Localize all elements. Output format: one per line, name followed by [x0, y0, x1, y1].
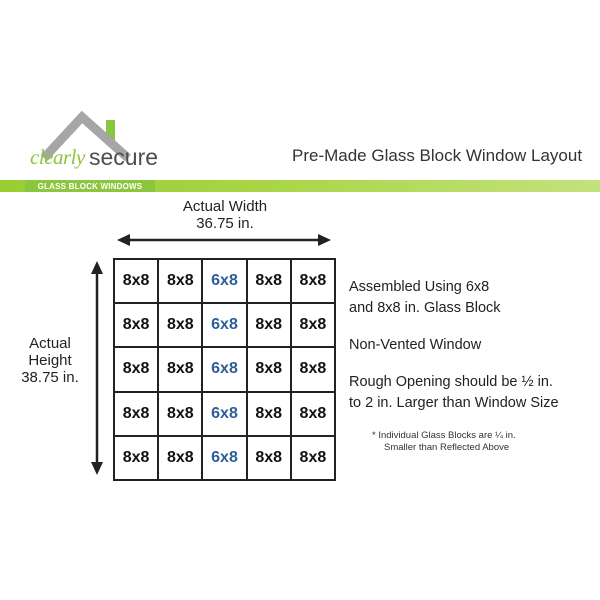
width-label-text: Actual Width — [182, 198, 268, 215]
page-title: Pre-Made Glass Block Window Layout — [292, 146, 583, 165]
glass-block-cell: 8x8 — [114, 436, 158, 480]
note-rough-line2: to 2 in. Larger than Window Size — [349, 395, 559, 411]
logo-tagline: GLASS BLOCK WINDOWS — [37, 181, 143, 191]
height-arrow — [91, 261, 103, 475]
logo-word-secure: secure — [89, 144, 159, 170]
glass-block-cell: 8x8 — [291, 392, 335, 436]
glass-block-grid — [113, 258, 336, 481]
glass-block-cell: 8x8 — [114, 303, 158, 347]
glass-block-cell: 6x8 — [202, 347, 246, 391]
glass-block-cell: 8x8 — [247, 303, 291, 347]
logo-word-clearly: clearly — [30, 145, 85, 169]
glass-block-cell: 8x8 — [247, 259, 291, 303]
notes-panel — [349, 277, 599, 414]
glass-block-cell: 8x8 — [158, 303, 202, 347]
glass-block-cell: 8x8 — [291, 436, 335, 480]
glass-block-cell: 6x8 — [202, 303, 246, 347]
glass-block-cell: 6x8 — [202, 392, 246, 436]
glass-block-cell: 8x8 — [291, 347, 335, 391]
height-label-line1: Actual — [29, 335, 71, 352]
note-assembled-line2: and 8x8 in. Glass Block — [349, 300, 501, 316]
glass-block-cell: 8x8 — [291, 259, 335, 303]
glass-block-cell: 8x8 — [158, 259, 202, 303]
width-value: 36.75 in. — [196, 215, 254, 232]
note-assembled-line1: Assembled Using 6x8 — [349, 279, 490, 295]
glass-block-cell: 8x8 — [158, 392, 202, 436]
height-label-line2: Height — [28, 352, 72, 369]
glass-block-cell: 6x8 — [202, 259, 246, 303]
glass-block-cell: 8x8 — [247, 392, 291, 436]
glass-block-cell: 8x8 — [247, 347, 291, 391]
glass-block-cell: 8x8 — [291, 303, 335, 347]
note-rough-line1: Rough Opening should be ½ in. — [349, 374, 553, 390]
glass-block-cell: 8x8 — [158, 347, 202, 391]
footnote-line1: * Individual Glass Blocks are ¼ in. — [372, 430, 516, 441]
height-value: 38.75 in. — [21, 369, 79, 386]
glass-block-cell: 8x8 — [114, 259, 158, 303]
footnote — [372, 430, 592, 454]
note-vent: Non-Vented Window — [349, 337, 482, 353]
glass-block-cell: 8x8 — [247, 436, 291, 480]
glass-block-cell: 8x8 — [114, 392, 158, 436]
glass-block-cell: 6x8 — [202, 436, 246, 480]
glass-block-cell: 8x8 — [158, 436, 202, 480]
width-arrow — [117, 234, 331, 246]
footnote-line2: Smaller than Reflected Above — [384, 442, 510, 453]
glass-block-cell: 8x8 — [114, 347, 158, 391]
